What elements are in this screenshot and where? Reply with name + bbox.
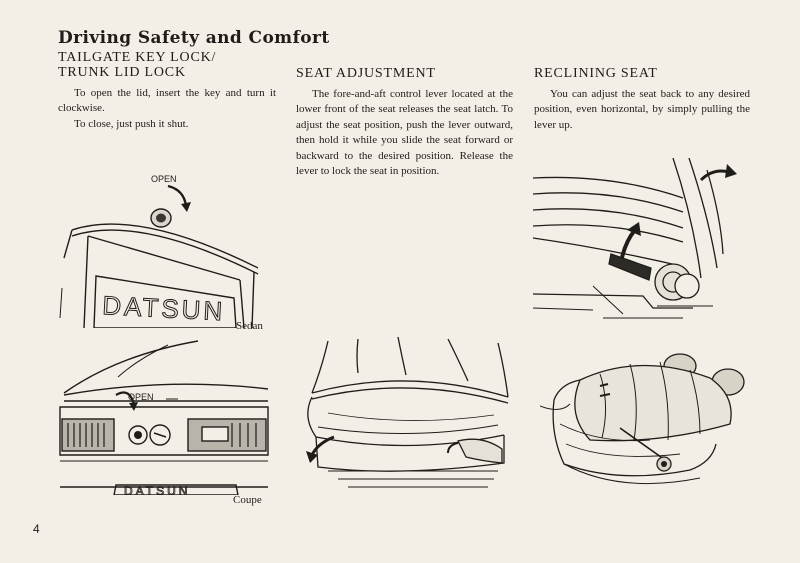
sedan-trunk-illustration — [58, 168, 270, 328]
keyhole-emblem-icon — [129, 425, 170, 445]
recline-direction-arrow-icon — [701, 164, 737, 180]
coupe-trunk-illustration — [58, 337, 270, 495]
coupe-caption: Coupe — [233, 494, 262, 506]
seat-release-lever-icon — [448, 439, 502, 463]
seat-adjustment-heading: SEAT ADJUSTMENT — [296, 66, 436, 81]
seat-adjustment-text — [296, 87, 513, 179]
tailgate-paragraph-2: To close, just push it shut. — [74, 117, 189, 130]
coupe-open-label: OPEN — [128, 392, 154, 402]
coupe-datsun-badge — [114, 484, 238, 495]
page-title: Driving Safety and Comfort — [58, 28, 330, 48]
push-outward-arrow-icon — [306, 437, 334, 463]
svg-text:DATSUN: DATSUN — [101, 290, 227, 327]
left-tail-light-icon — [62, 419, 114, 451]
seat-adjustment-paragraph: The fore-and-aft control lever located at the lower front of the seat releases the seat latch. To adjust the seat position, push the lever outward, then hold it while you slide the seat forward or backward to the desired position. Release the lever to lock the seat in position. — [296, 88, 513, 178]
reclining-lever-illustration — [533, 158, 739, 320]
svg-text:DATSUN: DATSUN — [124, 484, 191, 495]
reclining-seat-heading: RECLINING SEAT — [534, 66, 658, 81]
page-number: 4 — [33, 522, 40, 536]
reclining-seat-text — [534, 87, 750, 133]
reclining-lever-icon — [609, 254, 699, 300]
right-tail-light-icon — [188, 419, 266, 451]
tailgate-text — [58, 86, 276, 132]
sedan-open-label: OPEN — [151, 174, 177, 184]
reclined-seat-illustration — [540, 344, 746, 494]
tailgate-heading: TAILGATE KEY LOCK/ TRUNK LID LOCK — [58, 50, 217, 80]
tailgate-paragraph-1: To open the lid, insert the key and turn it clockwise. — [58, 87, 276, 115]
seat-adjustment-illustration — [298, 337, 512, 495]
sedan-caption: Sedan — [236, 320, 263, 332]
key-lock-icon — [151, 209, 171, 227]
reclining-seat-paragraph: You can adjust the seat back to any desired position, even horizontal, by simply pulling the lever up. — [534, 88, 750, 131]
sedan-datsun-badge — [94, 276, 236, 328]
